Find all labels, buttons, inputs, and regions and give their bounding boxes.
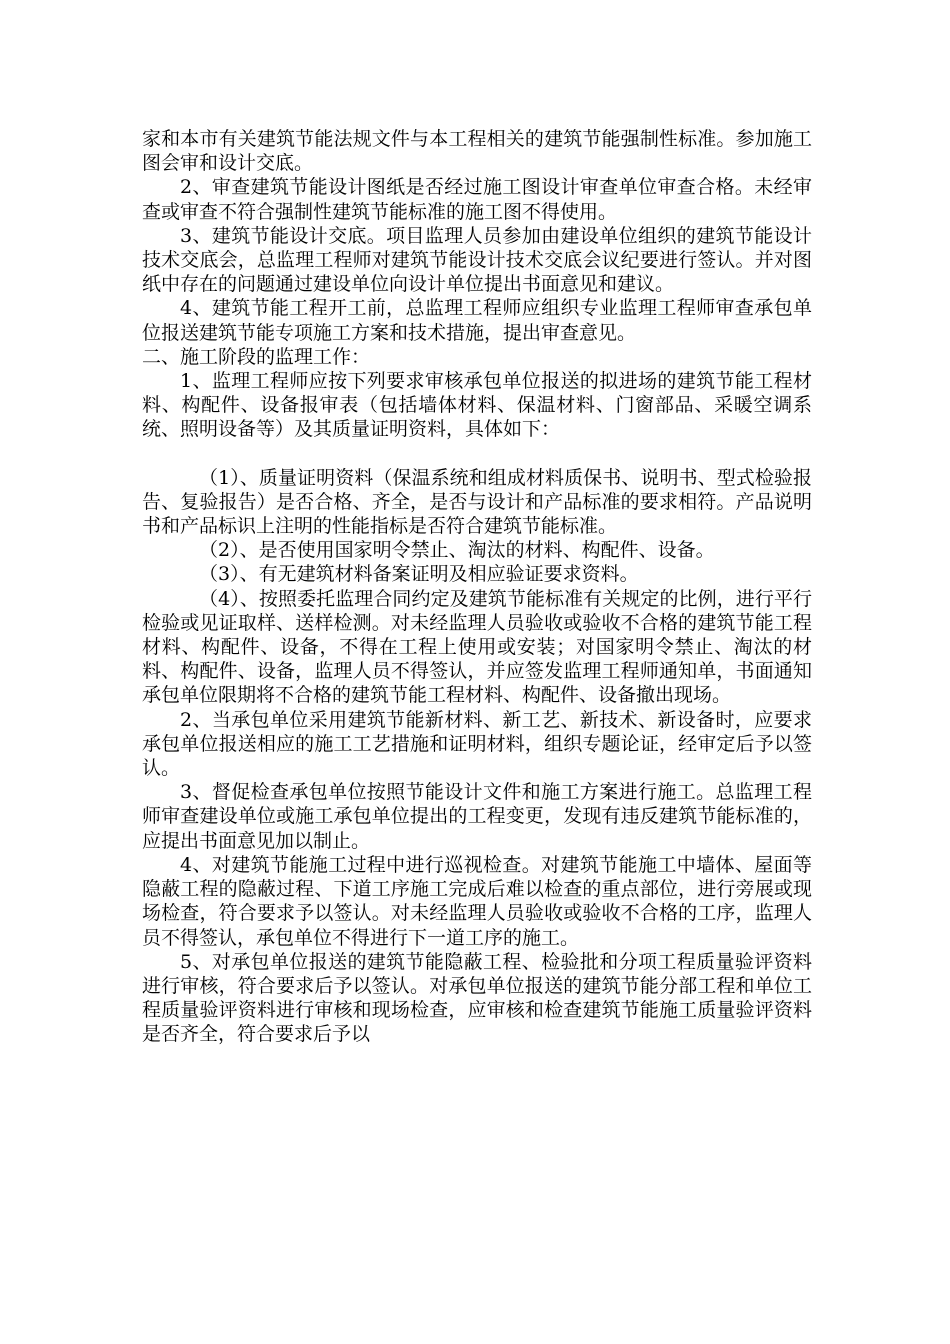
paragraph-construction-item-2: 2、当承包单位采用建筑节能新材料、新工艺、新技术、新设备时，应要求承包单位报送相应的施工工艺措施和证明材料，组织专题论证，经审定后予以签认。 [142, 708, 812, 780]
paragraph-construction-item-4: 4、对建筑节能施工过程中进行巡视检查。对建筑节能施工中墙体、屋面等隐蔽工程的隐蔽过程、下道工序施工完成后难以检查的重点部位，进行旁展或现场检查，符合要求予以签认。对未经监理人员验收或验收不合格的工序，监理人员不得签认，承包单位不得进行下一道工序的施工。 [142, 853, 812, 949]
paragraph-item-4: 4、建筑节能工程开工前，总监理工程师应组织专业监理工程师审查承包单位报送建筑节能专项施工方案和技术措施，提出审查意见。 [142, 297, 812, 344]
paragraph-item-2: 2、审查建筑节能设计图纸是否经过施工图设计审查单位审查合格。未经审查或审查不符合强制性建筑节能标准的施工图不得使用。 [142, 176, 812, 223]
paragraph-construction-item-1: 1、监理工程师应按下列要求审核承包单位报送的拟进场的建筑节能工程材料、构配件、设备报审表（包括墙体材料、保温材料、门窗部品、采暖空调系统、照明设备等）及其质量证明资料，具体如下： [142, 370, 812, 441]
blank-line [142, 442, 812, 466]
paragraph-subitem-3: （3）、有无建筑材料备案证明及相应验证要求资料。 [199, 563, 639, 586]
paragraph-construction-item-3: 3、督促检查承包单位按照节能设计文件和施工方案进行施工。总监理工程师审查建设单位或施工承包单位提出的工程变更，发现有违反建筑节能标准的，应提出书面意见加以制止。 [142, 781, 812, 852]
paragraph-construction-item-5: 5、对承包单位报送的建筑节能隐蔽工程、检验批和分项工程质量验评资料进行审核，符合要求后予以签认。对承包单位报送的建筑节能分部工程和单位工程质量验评资料进行审核和现场检查，应审核和检查建筑节能施工质量验评资料是否齐全，符合要求后予以 [142, 950, 812, 1046]
paragraph-subitem-4: （4）、按照委托监理合同约定及建筑节能标准有关规定的比例，进行平行检验或见证取样、送样检测。对未经监理人员验收或验收不合格的建筑节能工程材料、构配件、设备，不得在工程上使用或安装；对国家明令禁止、淘汰的材料、构配件、设备，监理人员不得签认，并应签发监理工程师通知单，书面通知承包单位限期将不合格的建筑节能工程材料、构配件、设备撤出现场。 [142, 587, 812, 707]
paragraph-intro: 家和本市有关建筑节能法规文件与本工程相关的建筑节能强制性标准。参加施工图会审和设计交底。 [142, 128, 812, 175]
paragraph-subitem-1: （1）、质量证明资料（保温系统和组成材料质保书、说明书、型式检验报告、复验报告）是否合格、齐全，是否与设计和产品标准的要求相符。产品说明书和产品标识上注明的性能指标是否符合建筑节能标准。 [142, 466, 812, 538]
section-heading: 二、施工阶段的监理工作： [142, 345, 371, 368]
paragraph-item-3: 3、建筑节能设计交底。项目监理人员参加由建设单位组织的建筑节能设计技术交底会，总监理工程师对建筑节能设计技术交底会议纪要进行签认。并对图纸中存在的问题通过建设单位向设计单位提出书面意见和建议。 [142, 224, 812, 296]
document-page [142, 127, 812, 1047]
paragraph-subitem-2: （2）、是否使用国家明令禁止、淘汰的材料、构配件、设备。 [199, 539, 715, 562]
